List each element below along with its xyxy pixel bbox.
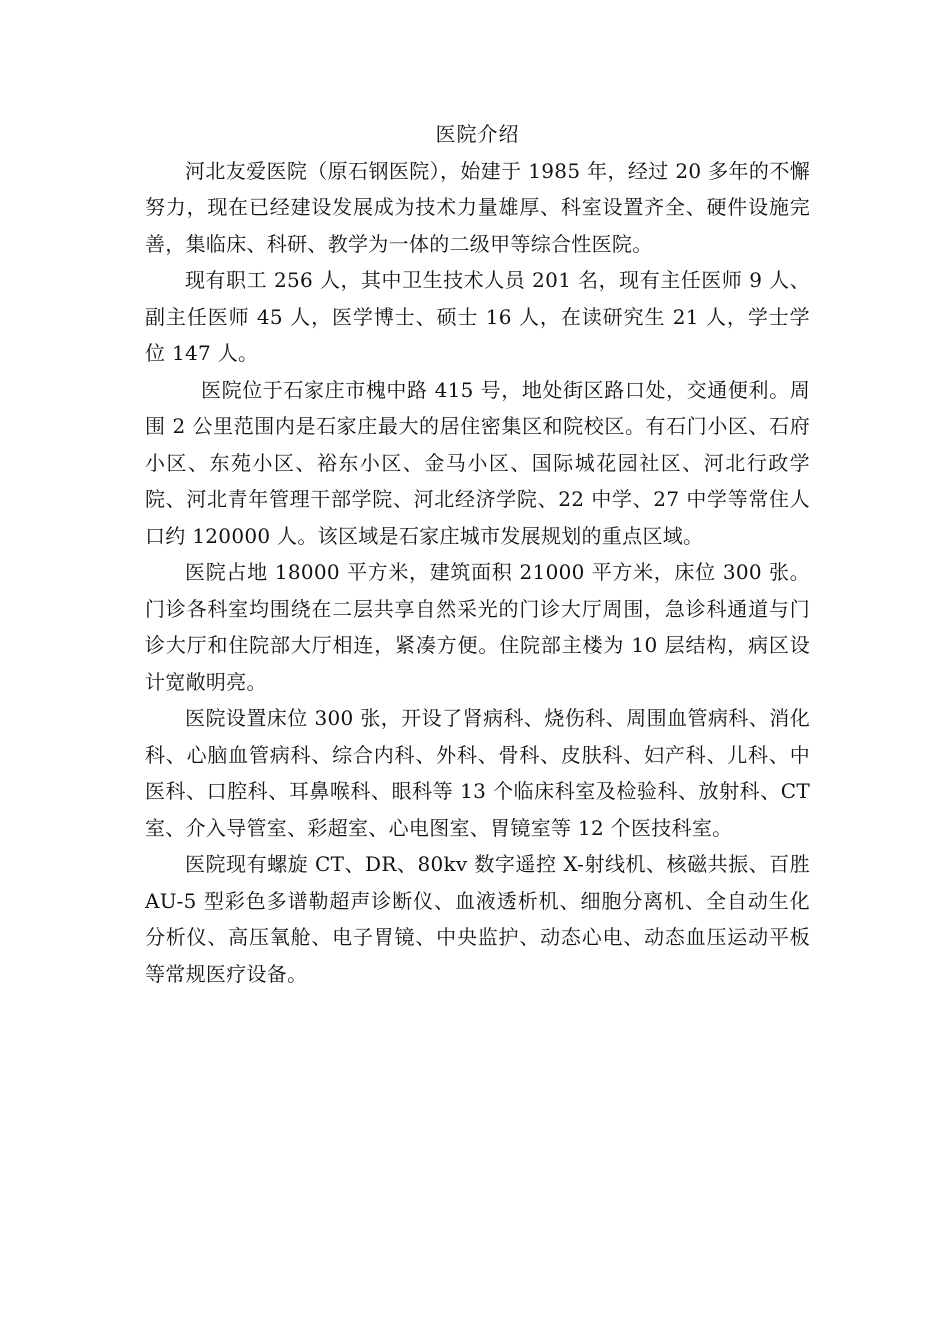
- document-title: 医院介绍: [435, 122, 520, 146]
- paragraph-equipment: 医院现有螺旋 CT、DR、80kv 数字遥控 X-射线机、核磁共振、百胜 AU-5 型彩色多谱勒超声诊断仪、血液透析机、细胞分离机、全自动生化分析仪、高压氧舱、电子胃镜、中央监护、动态心电、动态血压运动平板等常规医疗设备。: [145, 852, 810, 986]
- paragraph-location: 医院位于石家庄市槐中路 415 号，地处街区路口处，交通便利。周围 2 公里范围内是石家庄最大的居住密集区和院校区。有石门小区、石府小区、东苑小区、裕东小区、金马小区、国际城花园社区、河北行政学院、河北青年管理干部学院、河北经济学院、22 中学、27 中学等常住人口约 120000 人。该区域是石家庄城市发展规划的重点区域。: [145, 377, 810, 548]
- paragraph-facilities: 医院占地 18000 平方米，建筑面积 21000 平方米，床位 300 张。门诊各科室均围绕在二层共享自然采光的门诊大厅周围，急诊科通道与门诊大厅和住院部大厅相连，紧凑方便。住院部主楼为 10 层结构，病区设计宽敞明亮。: [145, 560, 810, 694]
- paragraph-departments: 医院设置床位 300 张，开设了肾病科、烧伤科、周围血管病科、消化科、心脑血管病科、综合内科、外科、骨科、皮肤科、妇产科、儿科、中医科、口腔科、耳鼻喉科、眼科等 13 个临床科室及检验科、放射科、CT 室、介入导管室、彩超室、心电图室、胃镜室等 12 个医技科室。: [145, 706, 810, 840]
- paragraph-history: 河北友爱医院（原石钢医院），始建于 1985 年，经过 20 多年的不懈努力，现在已经建设发展成为技术力量雄厚、科室设置齐全、硬件设施完善，集临床、科研、教学为一体的二级甲等综合性医院。: [145, 158, 810, 256]
- paragraph-staff: 现有职工 256 人，其中卫生技术人员 201 名，现有主任医师 9 人、副主任医师 45 人，医学博士、硕士 16 人，在读研究生 21 人，学士学位 147 人。: [145, 268, 810, 365]
- document-body: [145, 116, 810, 992]
